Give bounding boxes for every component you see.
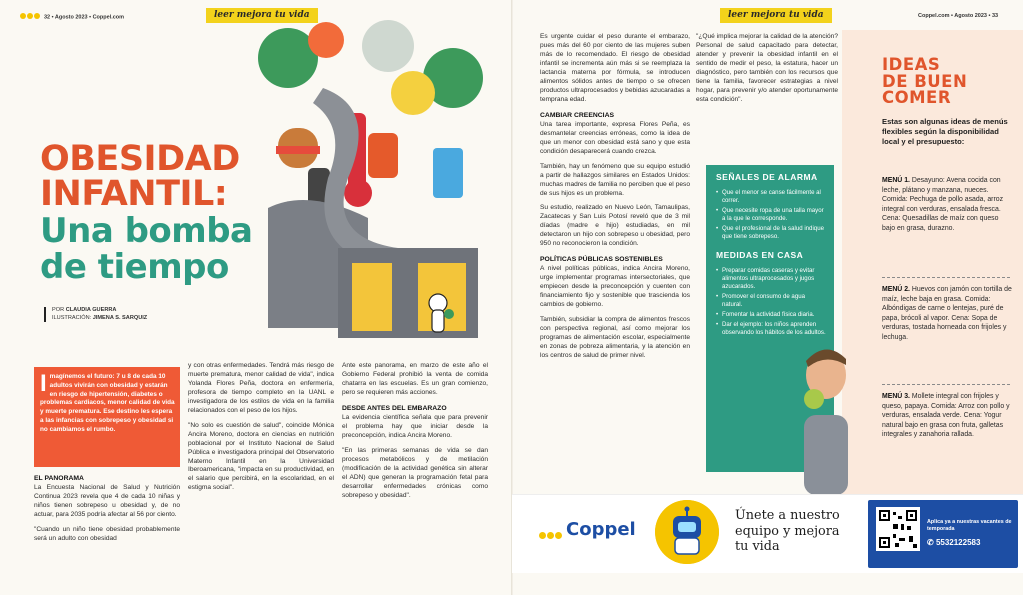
right-folio: Coppel.com • Agosto 2023 • 33 — [918, 13, 999, 19]
author-name: CLAUDIA GUERRA — [65, 307, 117, 313]
paragraph: "Cuando un niño tiene obesidad probablemente será un adulto con obesidad — [34, 526, 180, 542]
section-heading-creencias: CAMBIAR CREENCIAS — [540, 111, 615, 119]
left-header-tag: leer mejora tu vida — [206, 8, 318, 23]
child-eating-apple-photo — [800, 335, 852, 495]
paragraph: Es urgente cuidar el peso durante el embarazo, pues más del 60 por ciento de las mujeres suben más de lo recomendado. El riesgo de obesidad infantil se incrementa aún más si se reemplaza la lactancia materna por fórmula, se introducen alimentos sólidos antes de tiempo o se ofrecen productos ultraprocesados y bebidas azucaradas a temprana edad. — [540, 33, 690, 103]
title-line-1: OBESIDAD — [40, 139, 240, 179]
paragraph: "¿Qué implica mejorar la calidad de la atención? Personal de salud capacitado para detectar, atender y prevenir la obesidad infantil en el sentido de medir el peso, la estatura, hacer un diagnóstico, pero también con los recursos que tiene la familia, favorecer estrategias a nivel hogar, para prevenir y/o atender oportunamente esta condición". — [696, 33, 838, 103]
paragraph: La Encuesta Nacional de Salud y Nutrición Continua 2023 revela que 4 de cada 10 niñas y niños tienen sobrepeso u obesidad y, de no actuar, para 2035 podría afectar al 56 por ciento. — [34, 484, 180, 519]
lede-box — [34, 367, 180, 467]
ad-cta-text: Aplica ya a nuestras vacantes de temporada — [927, 519, 1012, 533]
menu-3: MENÚ 3. Mollete integral con frijoles y queso, papaya. Comida: Arroz con pollo y verduras, ensalada verde. Cena: Yogur natural bajo en grasa con fruta, galletas integrales y zanahoria rallada. — [882, 393, 1010, 439]
illustrator-name: JIMENA S. SARQUIZ — [92, 314, 148, 321]
list-item: • Que necesite ropa de una talla mayor a la que le corresponde. — [716, 207, 826, 223]
list-item: • Que el menor se canse fácilmente al correr. — [716, 189, 826, 205]
left-column-3 — [342, 362, 488, 507]
coppel-dots-icon — [20, 13, 41, 21]
list-item: • Fomentar la actividad física diaria. — [716, 311, 826, 319]
right-header-tag: leer mejora tu vida — [720, 8, 832, 23]
menu-divider — [882, 384, 1010, 385]
paragraph: Su estudio, realizado en Nuevo León, Tamaulipas, Zacatecas y San Luis Potosí reveló que de 3 mil díadas (madre e hijo) estudiadas, en mil detectaron un hijo con sobrepeso u obesidad, pero 950 no reconocieron la condición. — [540, 204, 690, 248]
menu-divider — [882, 277, 1010, 278]
title-line-3: Una bomba — [40, 211, 253, 251]
menu-1: MENÚ 1. Desayuno: Avena cocida con leche, plátano y manzana, nueces. Comida: Pechuga de pollo asada, arroz integral con verduras, ensalada fresca. Cena: Quesadillas de maíz con queso bajo en grasa, durazno. — [882, 177, 1004, 232]
left-folio: 32 • Agosto 2023 • Coppel.com — [20, 13, 124, 21]
coppel-dots-icon — [539, 526, 563, 544]
list-item: • Que el profesional de la salud indique que tiene sobrepeso. — [716, 225, 826, 241]
drop-cap: I — [40, 370, 47, 397]
sidebar-heading-alarma: SEÑALES DE ALARMA — [716, 172, 818, 182]
measures-list — [716, 267, 826, 337]
paragraph: La evidencia científica señala que para prevenir el problema hay que iniciar desde la preconcepción, indica Ancira Moreno. — [342, 414, 488, 439]
alarm-list — [716, 189, 826, 241]
paragraph: "En las primeras semanas de vida se dan procesos metabólicos y de metilación (modificación de la actividad genética sin alterar el ADN) que generan la programación fetal para desarrollar enfermedades crónicas como sobrepeso y obesidad". — [342, 446, 488, 499]
paragraph: Una tarea importante, expresa Flores Peña, es desmantelar creencias erróneas, como la idea de que un menor con obesidad está sano y que esta condición desaparecerá cuando crezca. — [540, 120, 690, 155]
section-heading-embarazo: DESDE ANTES DEL EMBARAZO — [342, 404, 447, 412]
ideas-intro: Estas son algunas ideas de menús flexibles según la disponibilidad local y el presupuesto: — [882, 117, 1008, 147]
right-column-2 — [696, 33, 838, 111]
paragraph: También, subsidiar la compra de alimentos frescos con perspectiva regional, así como mejorar los programas de alimentación escolar, especialmente en zonas de pobreza alimentaria, y la atención en los centros de salud de primer nivel. — [540, 316, 690, 360]
ad-phone[interactable]: ✆ 5532122583 — [927, 538, 981, 547]
section-heading-politicas: POLÍTICAS PÚBLICAS SOSTENIBLES — [540, 256, 663, 264]
left-column-2 — [188, 362, 334, 499]
coppel-logo: Coppel — [566, 519, 636, 540]
robot-mascot-icon — [655, 500, 719, 564]
article-title — [40, 139, 320, 287]
list-item: • Dar el ejemplo: los niños aprenden observando los hábitos de los adultos. — [716, 321, 826, 337]
ideas-title: IDEAS DE BUEN COMER — [882, 55, 968, 107]
list-item: • Preparar comidas caseras y evitar alimentos ultraprocesados y jugos azucarados. — [716, 267, 826, 291]
title-line-4: de tiempo — [40, 247, 229, 287]
left-column-1 — [34, 470, 180, 550]
menu-2: MENÚ 2. Huevos con jamón con tortilla de maíz, leche baja en grasa. Comida: Albóndigas de carne o lentejas, puré de papa, brócoli al vapor. Cena: Sopa de verduras, tostada horneada con frijoles y lechuga. — [882, 286, 1012, 341]
lede-text: magínemos el futuro: 7 u 8 de cada 10 adultos vivirán con obesidad y estarán en riesgo de hipertensión, diabetes o problemas cardiacos, menor calidad de vida y muerte prematura. Ese destino les espera a las infancias con sobrepeso y obesidad si no cambiamos el rumbo. — [40, 373, 175, 433]
paragraph: A nivel políticas públicas, indica Ancira Moreno, urge implementar programas intersectoriales, que empiecen desde la preconcepción y cuenten con financiamiento fijo y sostenible que trascienda los cambios de gobierno. — [540, 265, 690, 309]
whatsapp-icon: ✆ — [927, 538, 934, 547]
title-line-2: INFANTIL: — [40, 174, 228, 214]
paragraph: Ante este panorama, en marzo de este año el Gobierno Federal prohibió la venta de comida chatarra en las escuelas. Es un gran comienzo, pero se requieren más acciones. — [342, 362, 488, 396]
paragraph: "No solo es cuestión de salud", coincide Mónica Ancira Moreno, doctora en ciencias en nutrición poblacional por el Instituto Nacional de Salud Pública e investigadora principal del Observatorio Materno Infantil en la Universidad Iberoamericana, "impacta en su productividad, en el salario que percibirá, en la escolaridad, en el estigma social". — [188, 421, 334, 492]
paragraph: También, hay un fenómeno que su equipo estudió a partir de hallazgos similares en Estados Unidos: muchas madres de familia no perciben que el peso de sus hijos es un problema. — [540, 162, 690, 197]
byline: POR CLAUDIA GUERRA ILUSTRACIÓN: JIMENA S. SARQUIZ — [44, 307, 147, 322]
sidebar-heading-medidas: MEDIDAS EN CASA — [716, 249, 804, 260]
section-heading-panorama: EL PANORAMA — [34, 475, 84, 482]
paragraph: y con otras enfermedades. Tendrá más riesgo de muerte prematura, menor calidad de vida", indica Yolanda Flores Peña, doctora en enfermería, profesora de tiempo completo en la UANL e investigadora de los estilos de vida en la familia relacionados con el peso de los hijos. — [188, 362, 334, 414]
qr-code-icon[interactable] — [876, 507, 920, 551]
list-item: • Promover el consumo de agua natural. — [716, 293, 826, 309]
ad-headline: Únete a nuestro equipo y mejora tu vida — [735, 508, 840, 555]
right-column-1 — [540, 33, 690, 367]
